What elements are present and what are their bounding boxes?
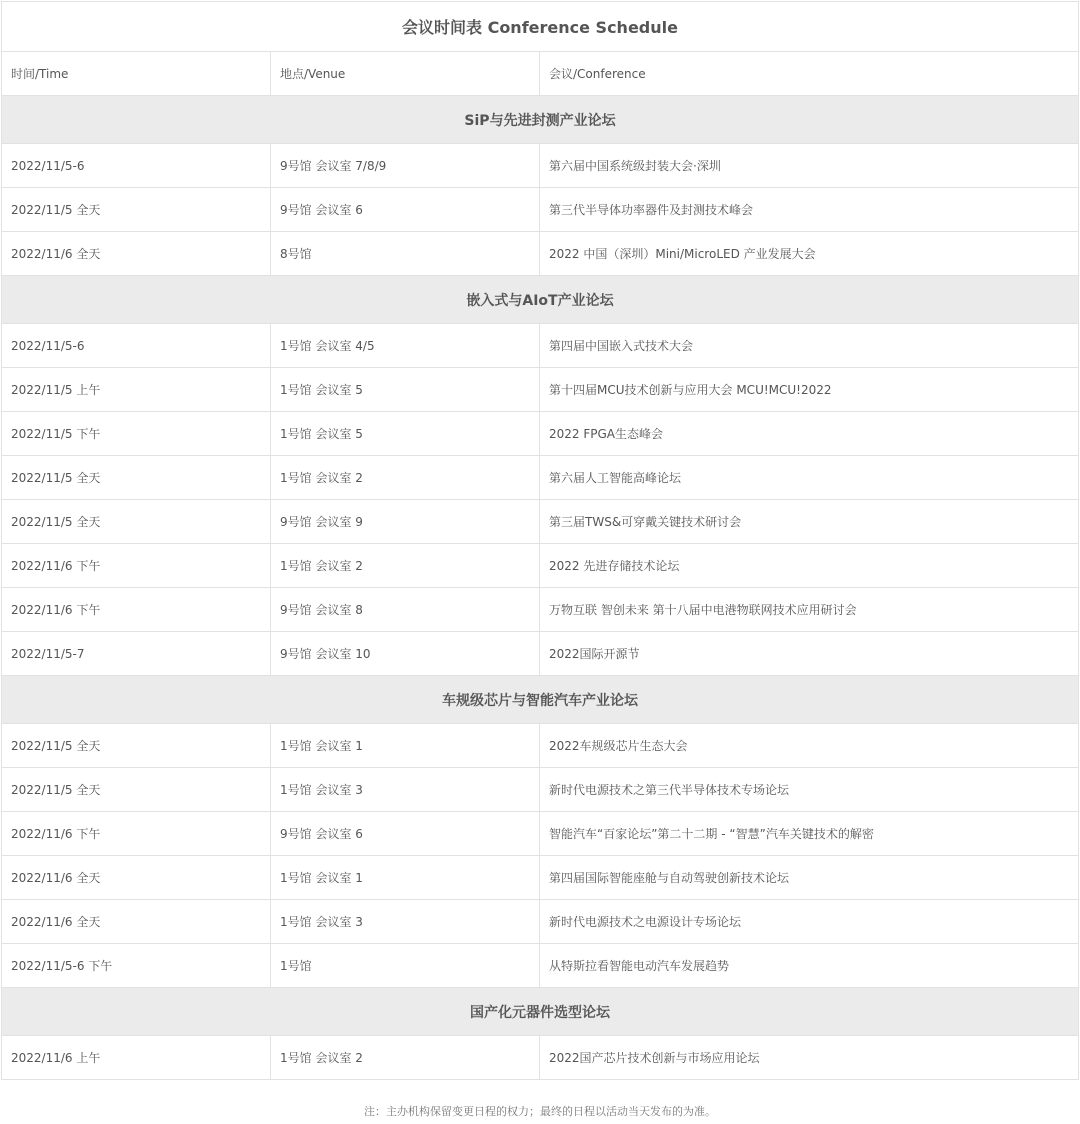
section-header-row	[2, 96, 1079, 144]
time-cell: 2022/11/6 全天	[2, 900, 271, 944]
column-header-conference: 会议/Conference	[540, 52, 1079, 96]
column-header-time: 时间/Time	[2, 52, 271, 96]
table-row	[2, 544, 1079, 588]
venue-cell: 1号馆 会议室 1	[271, 856, 540, 900]
table-row	[2, 144, 1079, 188]
section-title: 国产化元器件选型论坛	[2, 988, 1079, 1036]
conference-cell: 2022 FPGA生态峰会	[540, 412, 1079, 456]
section-title: 车规级芯片与智能汽车产业论坛	[2, 676, 1079, 724]
column-header-venue: 地点/Venue	[271, 52, 540, 96]
table-title-row	[2, 2, 1079, 52]
conference-cell: 智能汽车“百家论坛”第二十二期 - “智慧”汽车关键技术的解密	[540, 812, 1079, 856]
table-row	[2, 632, 1079, 676]
time-cell: 2022/11/5 全天	[2, 724, 271, 768]
time-cell: 2022/11/5 全天	[2, 188, 271, 232]
conference-cell: 新时代电源技术之第三代半导体技术专场论坛	[540, 768, 1079, 812]
time-cell: 2022/11/5-6	[2, 324, 271, 368]
venue-cell: 9号馆 会议室 6	[271, 188, 540, 232]
table-row	[2, 232, 1079, 276]
time-cell: 2022/11/6 上午	[2, 1036, 271, 1080]
time-cell: 2022/11/5 全天	[2, 768, 271, 812]
venue-cell: 8号馆	[271, 232, 540, 276]
table-row	[2, 368, 1079, 412]
conference-cell: 第三代半导体功率器件及封测技术峰会	[540, 188, 1079, 232]
time-cell: 2022/11/6 下午	[2, 812, 271, 856]
venue-cell: 1号馆 会议室 1	[271, 724, 540, 768]
venue-cell: 1号馆 会议室 2	[271, 456, 540, 500]
time-cell: 2022/11/5 上午	[2, 368, 271, 412]
table-row	[2, 768, 1079, 812]
conference-cell: 新时代电源技术之电源设计专场论坛	[540, 900, 1079, 944]
conference-cell: 第六届中国系统级封装大会·深圳	[540, 144, 1079, 188]
conference-cell: 从特斯拉看智能电动汽车发展趋势	[540, 944, 1079, 988]
venue-cell: 1号馆 会议室 5	[271, 412, 540, 456]
venue-cell: 1号馆 会议室 4/5	[271, 324, 540, 368]
table-row	[2, 724, 1079, 768]
column-header-row	[2, 52, 1079, 96]
venue-cell: 1号馆 会议室 3	[271, 768, 540, 812]
venue-cell: 9号馆 会议室 9	[271, 500, 540, 544]
table-row	[2, 324, 1079, 368]
venue-cell: 1号馆 会议室 3	[271, 900, 540, 944]
table-row	[2, 1036, 1079, 1080]
table-row	[2, 412, 1079, 456]
time-cell: 2022/11/6 下午	[2, 544, 271, 588]
conference-cell: 第三届TWS&可穿戴关键技术研讨会	[540, 500, 1079, 544]
time-cell: 2022/11/5 全天	[2, 500, 271, 544]
time-cell: 2022/11/5-6 下午	[2, 944, 271, 988]
conference-cell: 2022 先进存储技术论坛	[540, 544, 1079, 588]
conference-cell: 第十四届MCU技术创新与应用大会 MCU!MCU!2022	[540, 368, 1079, 412]
conference-cell: 2022车规级芯片生态大会	[540, 724, 1079, 768]
section-header-row	[2, 676, 1079, 724]
table-row	[2, 456, 1079, 500]
venue-cell: 1号馆	[271, 944, 540, 988]
conference-cell: 第六届人工智能高峰论坛	[540, 456, 1079, 500]
venue-cell: 1号馆 会议室 5	[271, 368, 540, 412]
conference-cell: 第四届中国嵌入式技术大会	[540, 324, 1079, 368]
table-title: 会议时间表 Conference Schedule	[2, 2, 1079, 52]
footnote: 注：主办机构保留变更日程的权力；最终的日程以活动当天发布的为准。	[364, 1105, 716, 1118]
section-title: 嵌入式与AIoT产业论坛	[2, 276, 1079, 324]
section-title: SiP与先进封测产业论坛	[2, 96, 1079, 144]
conference-cell: 2022 中国（深圳）Mini/MicroLED 产业发展大会	[540, 232, 1079, 276]
table-row	[2, 188, 1079, 232]
venue-cell: 9号馆 会议室 8	[271, 588, 540, 632]
conference-cell: 2022国际开源节	[540, 632, 1079, 676]
table-row	[2, 812, 1079, 856]
table-row	[2, 856, 1079, 900]
table-row	[2, 944, 1079, 988]
time-cell: 2022/11/6 全天	[2, 232, 271, 276]
conference-cell: 2022国产芯片技术创新与市场应用论坛	[540, 1036, 1079, 1080]
time-cell: 2022/11/5 全天	[2, 456, 271, 500]
time-cell: 2022/11/5 下午	[2, 412, 271, 456]
time-cell: 2022/11/6 下午	[2, 588, 271, 632]
conference-cell: 第四届国际智能座舱与自动驾驶创新技术论坛	[540, 856, 1079, 900]
time-cell: 2022/11/5-6	[2, 144, 271, 188]
section-header-row	[2, 988, 1079, 1036]
venue-cell: 9号馆 会议室 7/8/9	[271, 144, 540, 188]
venue-cell: 9号馆 会议室 10	[271, 632, 540, 676]
table-row	[2, 900, 1079, 944]
section-header-row	[2, 276, 1079, 324]
conference-schedule-table	[1, 1, 1079, 1080]
time-cell: 2022/11/6 全天	[2, 856, 271, 900]
venue-cell: 1号馆 会议室 2	[271, 1036, 540, 1080]
venue-cell: 9号馆 会议室 6	[271, 812, 540, 856]
time-cell: 2022/11/5-7	[2, 632, 271, 676]
table-row	[2, 588, 1079, 632]
venue-cell: 1号馆 会议室 2	[271, 544, 540, 588]
table-row	[2, 500, 1079, 544]
conference-cell: 万物互联 智创未来 第十八届中电港物联网技术应用研讨会	[540, 588, 1079, 632]
